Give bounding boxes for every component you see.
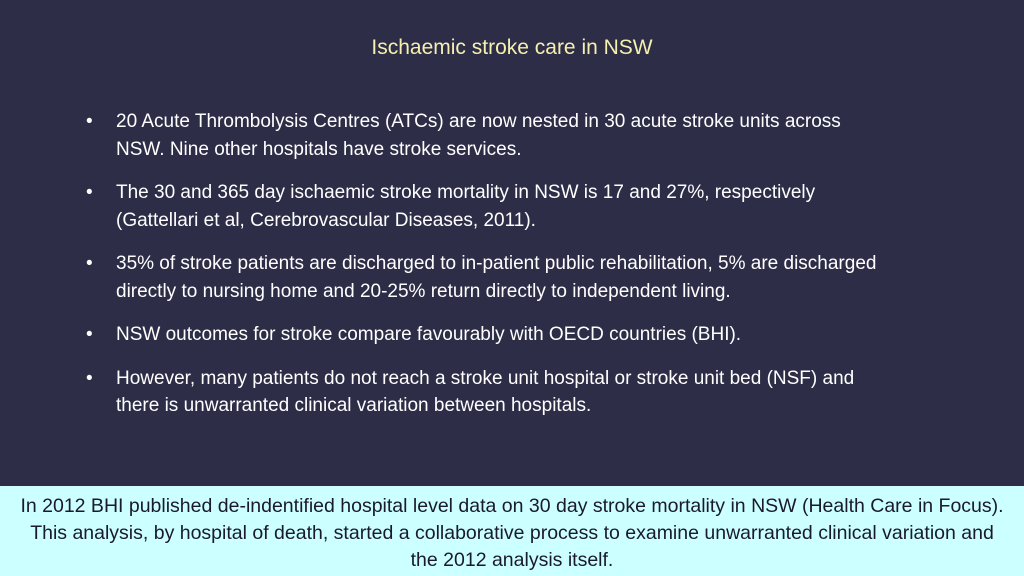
- bullet-item: [86, 108, 886, 163]
- bullet-item: [86, 250, 886, 305]
- footer-note-box: [0, 486, 1024, 576]
- bullet-icon: •: [86, 182, 93, 203]
- bullet-icon: •: [86, 324, 93, 345]
- bullet-icon: •: [86, 253, 93, 274]
- bullet-text: 20 Acute Thrombolysis Centres (ATCs) are now nested in 30 acute stroke units across NSW. Nine other hospitals have stroke services.: [116, 111, 841, 160]
- bullet-text: 35% of stroke patients are discharged to in-patient public rehabilitation, 5% are discharged directly to nursing home and 20-25% return directly to independent living.: [116, 253, 877, 302]
- slide-title: Ischaemic stroke care in NSW: [371, 36, 653, 59]
- bullet-text: The 30 and 365 day ischaemic stroke mortality in NSW is 17 and 27%, respectively (Gattellari et al, Cerebrovascular Diseases, 2011).: [116, 182, 816, 231]
- bullet-item: [86, 321, 886, 349]
- footer-note-text: In 2012 BHI published de-indentified hospital level data on 30 day stroke mortality in NSW (Health Care in Focus). This analysis, by hospital of death, started a collaborative process to examine unwarranted clinical variation and the 2012 analysis itself.: [20, 495, 1004, 571]
- bullet-item: [86, 179, 886, 234]
- bullet-item: [86, 365, 886, 420]
- bullet-text: NSW outcomes for stroke compare favourably with OECD countries (BHI).: [116, 324, 742, 345]
- bullet-list: [86, 108, 886, 436]
- bullet-icon: •: [86, 367, 93, 389]
- bullet-text: However, many patients do not reach a stroke unit hospital or stroke unit bed (NSF) and there is unwarranted clinical variation between hospitals.: [116, 367, 855, 416]
- bullet-icon: •: [86, 111, 93, 132]
